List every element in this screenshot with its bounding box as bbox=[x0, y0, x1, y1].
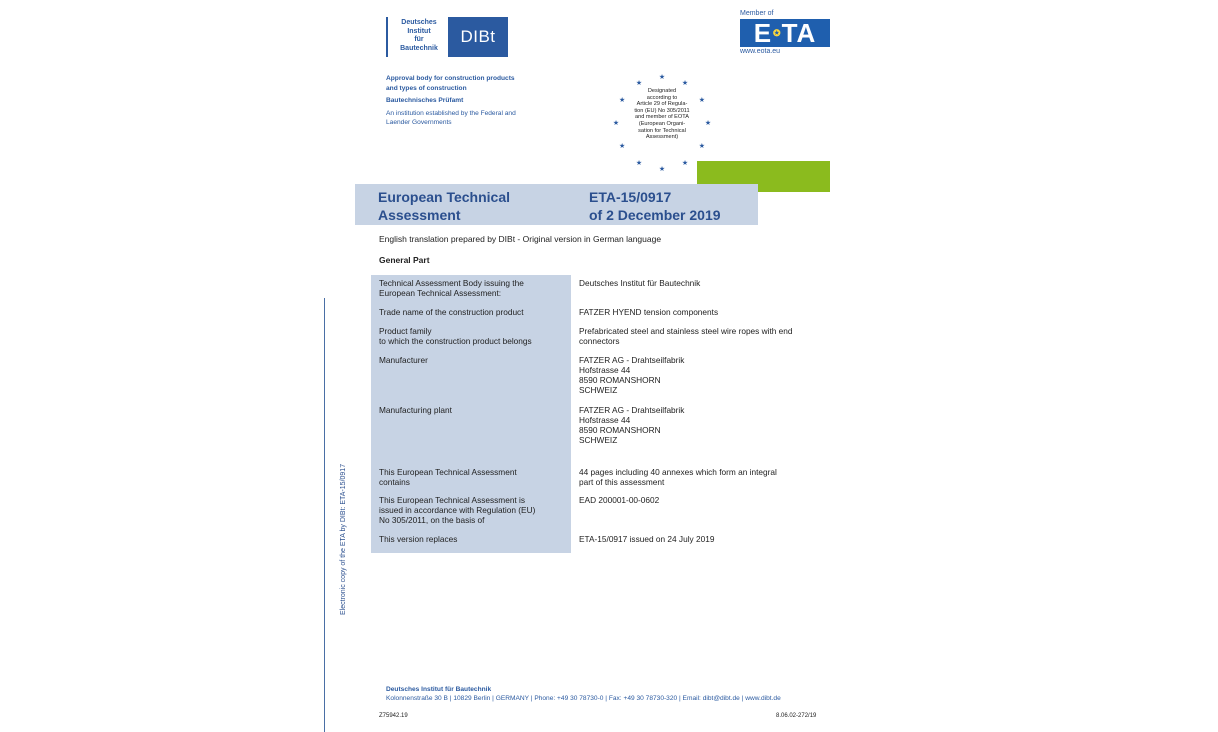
value-line: ETA-15/0917 issued on 24 July 2019 bbox=[579, 534, 715, 544]
label-line: Product family bbox=[379, 326, 432, 336]
eota-logo bbox=[740, 10, 832, 55]
eota-logo-mark bbox=[740, 19, 830, 47]
eta-number: ETA-15/0917 bbox=[589, 189, 672, 205]
label-line: This European Technical Assessment bbox=[379, 467, 517, 477]
table-row-label bbox=[379, 534, 564, 544]
eota-url: www.eota.eu bbox=[740, 48, 781, 55]
value-line: FATZER AG - Drahtseilfabrik bbox=[579, 355, 685, 365]
designation-stars-seal bbox=[612, 74, 712, 174]
footer-institution: Deutsches Institut für Bautechnik bbox=[386, 686, 492, 693]
designation-line: Article 29 of Regula- bbox=[636, 101, 688, 108]
eu-stars-ring-icon: ✪ bbox=[773, 27, 781, 38]
value-line: Hofstrasse 44 bbox=[579, 415, 631, 425]
eota-letter-e: E bbox=[753, 17, 773, 48]
dibt-logo bbox=[386, 17, 508, 57]
value-line: SCHWEIZ bbox=[579, 435, 618, 445]
value-line: SCHWEIZ bbox=[579, 385, 618, 395]
value-line: part of this assessment bbox=[579, 477, 665, 487]
dibt-word: Deutsches bbox=[401, 19, 437, 26]
star-icon: ★ bbox=[704, 120, 712, 127]
star-icon: ★ bbox=[619, 97, 626, 104]
side-electronic-copy-note: Electronic copy of the ETA by DIBt: ETA-15/0917 bbox=[340, 463, 347, 615]
footer-address: Kolonnenstraße 30 B | 10829 Berlin | GERMANY | Phone: +49 30 78730-0 | Fax: +49 30 78730-320 | Email: dibt@dibt.de | www.dibt.de bbox=[386, 695, 781, 702]
value-line: 8590 ROMANSHORN bbox=[579, 425, 661, 435]
table-row-value bbox=[579, 326, 819, 346]
page-footer bbox=[386, 685, 781, 703]
designation-line: tion (EU) No 305/2011 bbox=[634, 107, 690, 114]
dibt-logo-words bbox=[388, 17, 448, 57]
designation-line: (European Organi- bbox=[638, 120, 686, 127]
star-icon: ★ bbox=[619, 143, 626, 150]
value-line: FATZER AG - Drahtseilfabrik bbox=[579, 405, 685, 415]
label-line: Manufacturer bbox=[379, 355, 428, 365]
value-line: connectors bbox=[579, 336, 620, 346]
star-icon: ★ bbox=[681, 80, 689, 88]
value-line: Prefabricated steel and stainless steel wire ropes with end bbox=[579, 326, 793, 336]
designation-line: and member of EOTA bbox=[635, 114, 689, 121]
value-line: Hofstrasse 44 bbox=[579, 365, 631, 375]
label-line: contains bbox=[379, 477, 410, 487]
approval-line: Approval body for construction products bbox=[386, 75, 515, 82]
table-row-value bbox=[579, 355, 819, 395]
title-line: European Technical bbox=[378, 189, 510, 205]
document-type-title bbox=[378, 188, 548, 224]
designation-line: Assessment) bbox=[645, 134, 679, 141]
star-icon: ★ bbox=[612, 120, 620, 127]
label-line: This version replaces bbox=[379, 534, 458, 544]
document-reference-right: 8.06.02-272/19 bbox=[776, 713, 817, 719]
value-line: 8590 ROMANSHORN bbox=[579, 375, 661, 385]
approval-line: An institution established by the Federal and bbox=[386, 109, 516, 117]
table-row-value bbox=[579, 534, 819, 544]
designation-text bbox=[624, 88, 700, 141]
dibt-logo-mark: DIBt bbox=[448, 17, 508, 57]
designation-line: Designated bbox=[647, 88, 677, 94]
designation-line: according to bbox=[646, 94, 678, 101]
label-line: Manufacturing plant bbox=[379, 405, 452, 415]
label-line: This European Technical Assessment is bbox=[379, 495, 526, 505]
table-row-value bbox=[579, 278, 819, 288]
translation-note: English translation prepared by DIBt - Original version in German language bbox=[379, 234, 662, 244]
eta-number-title bbox=[589, 188, 759, 224]
table-row-label bbox=[379, 355, 564, 365]
table-row-label bbox=[379, 495, 564, 525]
table-row-value bbox=[579, 495, 819, 505]
star-icon: ★ bbox=[658, 166, 666, 173]
value-line: FATZER HYEND tension components bbox=[579, 307, 719, 317]
dibt-word: für bbox=[414, 36, 424, 43]
star-icon: ★ bbox=[635, 80, 643, 88]
star-icon: ★ bbox=[681, 159, 689, 167]
star-icon: ★ bbox=[635, 159, 643, 167]
table-row-value bbox=[579, 405, 819, 445]
eota-letters-ta: TA bbox=[781, 17, 817, 48]
label-line: to which the construction product belongs bbox=[379, 336, 532, 346]
document-reference-left: Z75942.19 bbox=[379, 713, 408, 719]
approval-body-block bbox=[386, 74, 556, 128]
dibt-word: Bautechnik bbox=[400, 44, 438, 52]
approval-line: and types of construction bbox=[386, 84, 467, 92]
section-heading-general-part: General Part bbox=[379, 255, 430, 265]
table-row-label bbox=[379, 278, 564, 298]
approval-line: Laender Governments bbox=[386, 119, 452, 126]
star-icon: ★ bbox=[698, 97, 705, 104]
designation-line: sation for Technical bbox=[638, 127, 686, 134]
title-line: Assessment bbox=[378, 207, 461, 223]
table-row-value bbox=[579, 307, 819, 317]
value-line: 44 pages including 40 annexes which form an integral bbox=[579, 467, 777, 477]
page-edge-line bbox=[324, 298, 325, 732]
eta-date: of 2 December 2019 bbox=[589, 207, 721, 223]
dibt-word: Institut bbox=[407, 27, 431, 35]
label-line: No 305/2011, on the basis of bbox=[379, 515, 485, 525]
star-icon: ★ bbox=[658, 74, 666, 81]
label-line: issued in accordance with Regulation (EU) bbox=[379, 505, 536, 515]
value-line: EAD 200001-00-0602 bbox=[579, 495, 660, 505]
label-line: Trade name of the construction product bbox=[379, 307, 524, 317]
table-row-label bbox=[379, 326, 564, 346]
table-row-value bbox=[579, 467, 819, 487]
value-line: Deutsches Institut für Bautechnik bbox=[579, 278, 701, 288]
approval-line: Bautechnisches Prüfamt bbox=[386, 97, 464, 104]
label-line: Technical Assessment Body issuing the bbox=[379, 278, 524, 288]
table-row-label bbox=[379, 405, 564, 415]
star-icon: ★ bbox=[698, 143, 705, 150]
label-line: European Technical Assessment: bbox=[379, 288, 502, 298]
table-row-label bbox=[379, 307, 564, 317]
eota-member-label: Member of bbox=[740, 10, 774, 17]
table-row-label bbox=[379, 467, 564, 487]
